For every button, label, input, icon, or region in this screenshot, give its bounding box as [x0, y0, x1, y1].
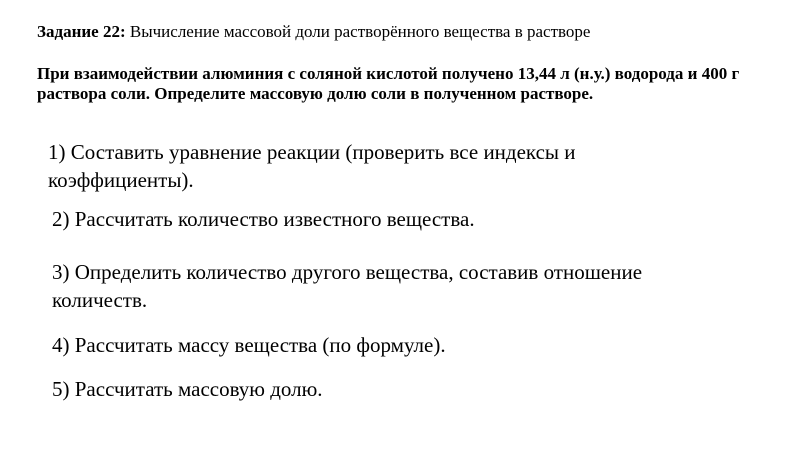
task-number-label: Задание 22: — [37, 22, 126, 41]
step-3: 3) Определить количество другого вещества, составив отношение количеств. — [52, 260, 643, 312]
step-1: 1) Составить уравнение реакции (проверить все индексы и коэффициенты). — [48, 140, 576, 192]
task-title: Вычисление массовой доли растворённого вещества в растворе — [129, 22, 591, 41]
problem-statement: При взаимодействии алюминия с соляной кислотой получено 13,44 л (н.у.) водорода и 400 г раствора соли. Определите массовую долю соли в полученном растворе. — [37, 64, 740, 103]
step-5: 5) Рассчитать массовую долю. — [52, 377, 323, 401]
step-4: 4) Рассчитать массу вещества (по формуле). — [52, 333, 446, 357]
step-2: 2) Рассчитать количество известного вещества. — [52, 207, 475, 231]
task-heading — [37, 22, 590, 42]
